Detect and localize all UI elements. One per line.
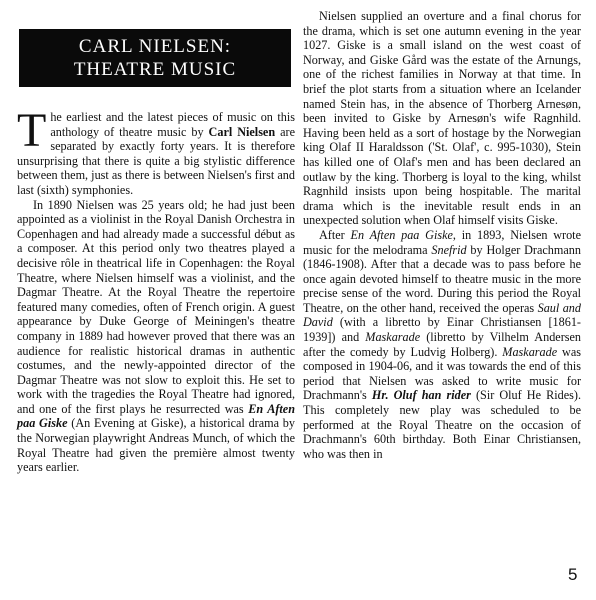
drop-cap: T bbox=[17, 104, 47, 157]
title-banner bbox=[19, 29, 291, 87]
later-text-i: (libretto by Vilhelm Andersen after the comedy by Ludvig Holberg). bbox=[303, 330, 582, 359]
intro-text-a: he earliest and the latest pieces of music on this anthology of theatre music by bbox=[50, 110, 295, 139]
title-maskarade-1: Maskarade bbox=[365, 330, 421, 345]
left-column bbox=[17, 104, 295, 475]
later-text-g: (with a libretto by Einar Christiansen [1861-1939]) and bbox=[303, 315, 581, 345]
intro-text-c: are separated by exactly forty years. It is therefore unsurprising that there is quite a big stylistic difference between them, just as there is between Nielsen's first and last (sixth) symphonies. bbox=[17, 124, 295, 197]
title-line-2: THEATRE MUSIC bbox=[73, 59, 237, 80]
history-text-c: (An Evening at Giske), a historical drama by the Norwegian playwright Andreas Munch, of which the Royal Theatre had given the première almost twenty years earlier. bbox=[17, 416, 295, 475]
history-paragraph bbox=[17, 198, 295, 475]
later-text-e: by Holger Drachmann (1846-1908). After that a decade was to pass before he once again devoted himself to theatre music in the more precise sense of the word. During this period the Royal Theatre, on the other hand, received the operas bbox=[303, 242, 581, 315]
play-title-giske: En Aften paa Giske bbox=[17, 401, 295, 431]
composer-name: Carl Nielsen bbox=[208, 124, 276, 139]
intro-paragraph bbox=[17, 104, 295, 198]
page-number: 5 bbox=[568, 565, 578, 584]
later-text-a: After bbox=[319, 227, 351, 242]
plot-paragraph: Nielsen supplied an overture and a final chorus for the drama, which is set one autumn evening in the year 1027. Giske is a small island on the west coast of Norway, and Giske Gård was the estate of the Arnungs, one of the richest families in Norway at that time. In brief the plot starts from a situation where an Icelander named Stein has, in the absence of Thorberg Arnesøn, been invited to Giske by Arnesøn's wife Ragnhild. Having been held as a sort of hostage by the Norwegian king Olaf II Haraldsson ('St. Olaf', c. 995-1030), Stein has killed one of Olaf's men and has been declared an outlaw by the king. Thorberg is loyal to the king, whilst Ragnhild insists upon being hospitable. The marital drama which is the inevitable result ends in an unexpected solution when Olaf himself visits Giske. bbox=[303, 9, 581, 228]
later-text-k: was composed in 1904-06, and it was towards the end of this period that Nielsen was asked to write music for Drachmann's bbox=[303, 344, 581, 403]
title-saul-david: Saul and David bbox=[303, 300, 581, 330]
title-oluf: Hr. Oluf han rider bbox=[371, 388, 471, 403]
right-column bbox=[303, 9, 581, 461]
later-text-c: , in 1893, Nielsen wrote music for the melodrama bbox=[303, 227, 581, 257]
later-text-m: (Sir Oluf He Rides). This completely new play was scheduled to be performed at the Royal Theatre on the occasion of Drachmann's 60th birthday. Both Einar Christiansen, who was then in bbox=[303, 388, 581, 461]
history-text-a: In 1890 Nielsen was 25 years old; he had just been appointed as a violinist in the Royal Danish Orchestra in Copenhagen and had already made a successful début as a composer. At this period only two theatres played a decisive rôle in theatrical life in Copenhagen: the Royal Theatre, where Nielsen himself was a violinist, and the Dagmar Theatre. At the Royal Theatre the repertoire featured many comedies, often of French origin. A guest appearance by Duke George of Meiningen's theatre company in 1889 had however proved that there was an audience for realistic historical dramas in authentic costumes, and the newly-appointed director of the Dagmar Theatre was not slow to exploit this. He set to work with the tragedies the Royal Theatre had ignored, and one of the first plays he resurrected was bbox=[17, 197, 295, 416]
later-works-paragraph bbox=[303, 228, 581, 462]
title-en-aften: En Aften paa Giske bbox=[350, 227, 453, 242]
title-maskarade-2: Maskarade bbox=[502, 344, 558, 359]
title-snefrid: Snefrid bbox=[431, 242, 467, 257]
title-line-1: CARL NIELSEN: bbox=[78, 36, 232, 57]
